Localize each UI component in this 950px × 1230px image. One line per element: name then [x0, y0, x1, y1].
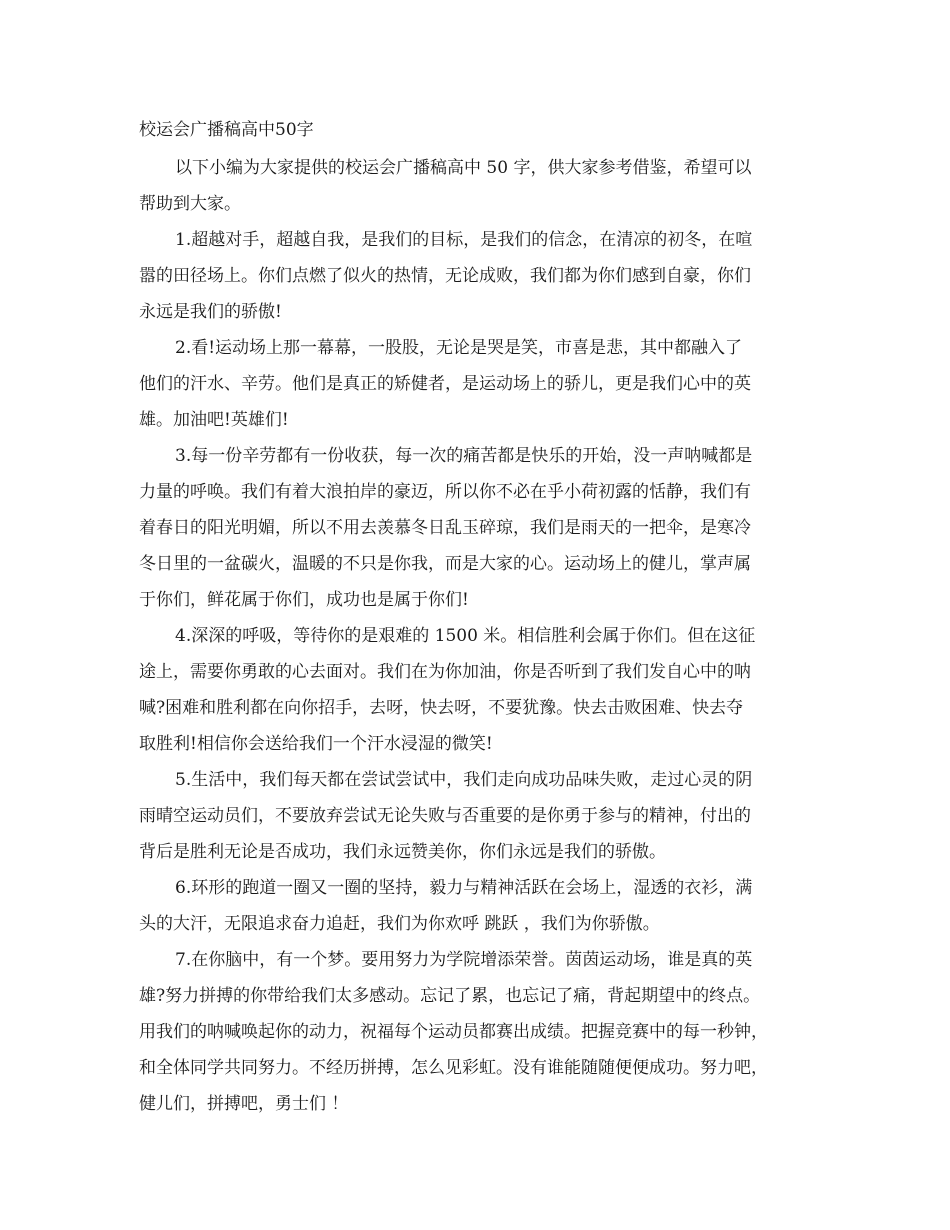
- paragraph-line: 取胜利!相信你会送给我们一个汗水浸湿的微笑!: [139, 734, 493, 754]
- paragraph-line: 雄。加油吧!英雄们!: [139, 410, 289, 430]
- paragraph-line: 着春日的阳光明媚，所以不用去羡慕冬日乱玉碎琼，我们是雨天的一把伞，是寒冷: [139, 518, 751, 538]
- paragraph-line: 雄?努力拼搏的你带给我们太多感动。忘记了累，也忘记了痛，背起期望中的终点。: [139, 986, 761, 1006]
- paragraph-line: 头的大汗，无限追求奋力追赶，我们为你欢呼 跳跃 ，我们为你骄傲。: [139, 914, 660, 934]
- paragraph-line: 和全体同学共同努力。不经历拼搏，怎么见彩虹。没有谁能随随便便成功。努力吧，: [139, 1058, 768, 1078]
- paragraph-line: 冬日里的一盆碳火，温暖的不只是你我，而是大家的心。运动场上的健儿，掌声属: [139, 554, 751, 574]
- paragraph-line: 途上，需要你勇敢的心去面对。我们在为你加油，你是否听到了我们发自心中的呐: [139, 662, 751, 682]
- paragraph-first-line: 2.看!运动场上那一幕幕，一股股，无论是哭是笑，市喜是悲，其中都融入了: [175, 338, 743, 358]
- paragraph-first-line: 3.每一份辛劳都有一份收获，每一次的痛苦都是快乐的开始，没一声呐喊都是: [175, 446, 753, 466]
- paragraph-line: 背后是胜利无论是否成功，我们永远赞美你，你们永远是我们的骄傲。: [139, 842, 666, 862]
- paragraph-first-line: 以下小编为大家提供的校运会广播稿高中 50 字，供大家参考借鉴，希望可以: [175, 158, 752, 178]
- paragraph-line: 于你们，鲜花属于你们，成功也是属于你们!: [139, 590, 469, 610]
- paragraph-line: 帮助到大家。: [139, 194, 241, 214]
- paragraph-line: 用我们的呐喊唤起你的动力，祝福每个运动员都赛出成绩。把握竞赛中的每一秒钟，: [139, 1022, 768, 1042]
- paragraph-first-line: 7.在你脑中，有一个梦。要用努力为学院增添荣誉。茵茵运动场，谁是真的英: [175, 950, 753, 970]
- paragraph-line: 他们的汗水、辛劳。他们是真正的矫健者，是运动场上的骄儿，更是我们心中的英: [139, 374, 751, 394]
- paragraph-first-line: 6.环形的跑道一圈又一圈的坚持，毅力与精神活跃在会场上，湿透的衣衫，满: [175, 878, 753, 898]
- paragraph-first-line: 4.深深的呼吸，等待你的是艰难的 1500 米。相信胜利会属于你们。但在这征: [175, 626, 756, 646]
- document-title: 校运会广播稿高中50字: [139, 120, 314, 140]
- paragraph-line: 永远是我们的骄傲!: [139, 302, 282, 322]
- paragraph-first-line: 5.生活中，我们每天都在尝试尝试中，我们走向成功品味失败，走过心灵的阴: [175, 770, 753, 790]
- paragraph-line: 嚣的田径场上。你们点燃了似火的热情，无论成败，我们都为你们感到自豪，你们: [139, 266, 751, 286]
- paragraph-line: 健儿们，拼搏吧，勇士们 ！: [139, 1094, 349, 1114]
- paragraph-line: 雨晴空运动员们，不要放弃尝试无论失败与否重要的是你勇于参与的精神，付出的: [139, 806, 751, 826]
- paragraph-line: 喊?困难和胜利都在向你招手，去呀，快去呀，不要犹豫。快去击败困难、快去夺: [139, 698, 744, 718]
- paragraph-line: 力量的呼唤。我们有着大浪拍岸的豪迈，所以你不必在乎小荷初露的恬静，我们有: [139, 482, 751, 502]
- paragraph-first-line: 1.超越对手，超越自我，是我们的目标，是我们的信念，在清凉的初冬，在喧: [175, 230, 753, 250]
- document-body: [139, 150, 819, 1122]
